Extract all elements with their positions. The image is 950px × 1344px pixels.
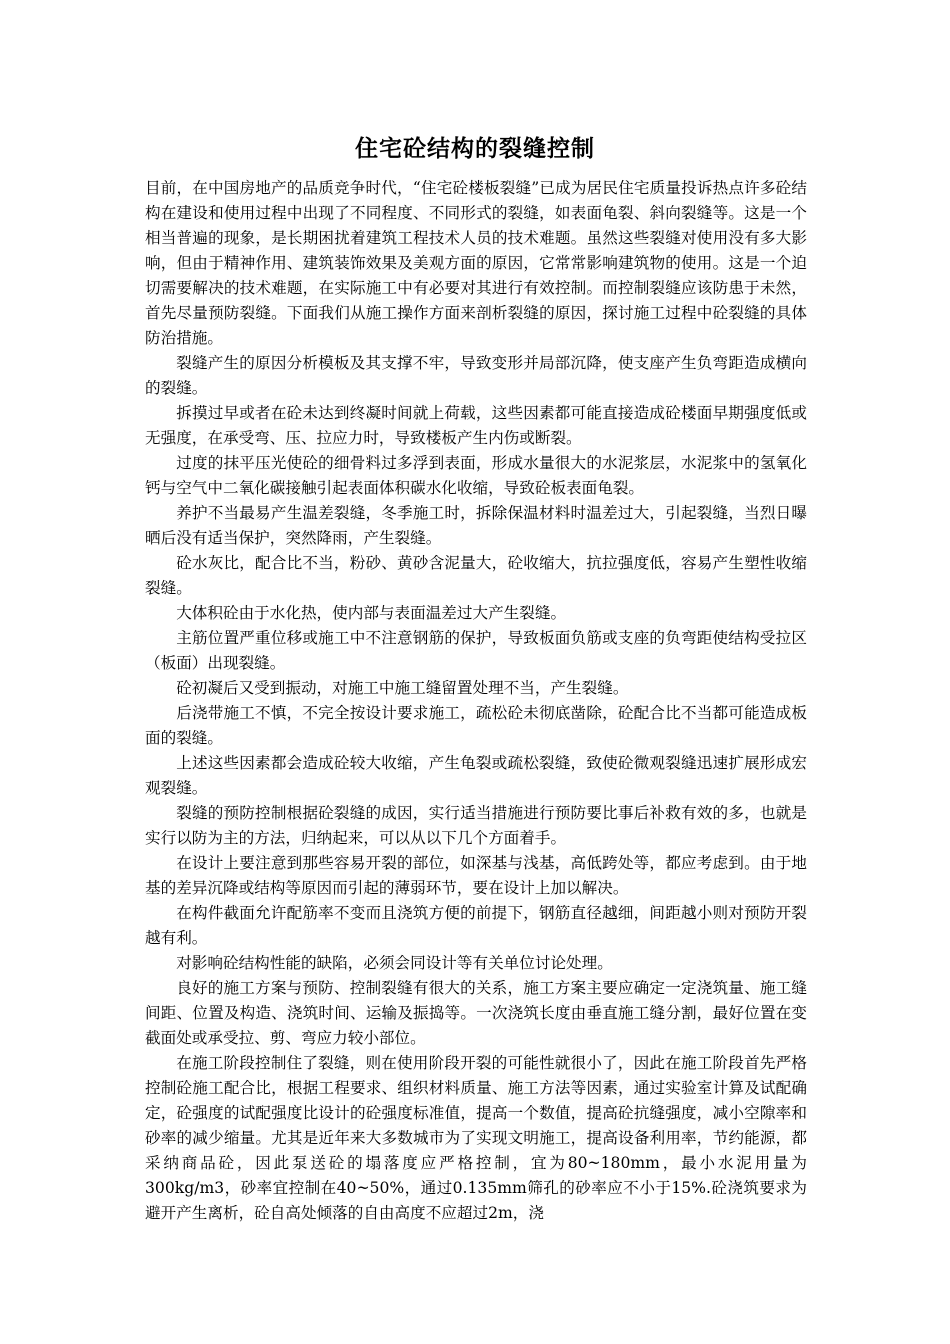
paragraph: 上述这些因素都会造成砼较大收缩，产生龟裂或疏松裂缝，致使砼微观裂缝迅速扩展形成宏观裂缝。 [145,754,807,797]
paragraph: 在构件截面允许配筋率不变而且浇筑方便的前提下，钢筋直径越细，间距越小则对预防开裂越有利。 [145,904,807,947]
paragraph: 大体积砼由于水化热，使内部与表面温差过大产生裂缝。 [176,604,567,622]
paragraph: 在设计上要注意到那些容易开裂的部位，如深基与浅基，高低跨处等，都应考虑到。由于地基的差异沉降或结构等原因而引起的薄弱环节，要在设计上加以解决。 [145,854,807,897]
paragraph: 拆摸过早或者在砼未达到终凝时间就上荷载，这些因素都可能直接造成砼楼面早期强度低或无强度，在承受弯、压、拉应力时，导致楼板产生内伤或断裂。 [145,404,807,447]
paragraph: 良好的施工方案与预防、控制裂缝有很大的关系，施工方案主要应确定一定浇筑量、施工缝间距、位置及构造、浇筑时间、运输及振捣等。一次浇筑长度由垂直施工缝分割，最好位置在变截面处或承受拉、剪、弯应力较小部位。 [145,979,807,1047]
paragraph: 主筋位置严重位移或施工中不注意钢筋的保护，导致板面负筋或支座的负弯距使结构受拉区（板面）出现裂缝。 [145,629,807,672]
paragraph: 裂缝产生的原因分析模板及其支撑不牢，导致变形并局部沉降，使支座产生负弯距造成横向的裂缝。 [145,354,807,397]
paragraph: 裂缝的预防控制根据砼裂缝的成因，实行适当措施进行预防要比事后补救有效的多，也就是实行以防为主的方法，归纳起来，可以从以下几个方面着手。 [145,804,807,847]
document-title: 住宅砼结构的裂缝控制 [355,135,595,162]
paragraph: 砼水灰比，配合比不当，粉砂、黄砂含泥量大，砼收缩大，抗拉强度低，容易产生塑性收缩裂缝。 [145,554,807,597]
paragraph: 后浇带施工不慎，不完全按设计要求施工，疏松砼未彻底凿除，砼配合比不当都可能造成板面的裂缝。 [145,704,807,747]
paragraph: 在施工阶段控制住了裂缝，则在使用阶段开裂的可能性就很小了，因此在施工阶段首先严格控制砼施工配合比，根据工程要求、组织材料质量、施工方法等因素，通过实验室计算及试配确定，砼强度的试配强度比设计的砼强度标准值，提高一个数值，提高砼抗缝强度，减小空隙率和砂率的减少缩量。尤其是近年来大多数城市为了实现文明施工，提高设备利用率，节约能源，都采纳商品砼，因此泵送砼的塌落度应严格控制，宜为80~180mm，最小水泥用量为300kg/m3，砂率宜控制在40~50%，通过0.135mm筛孔的砂率应不小于15%.砼浇筑要求为避开产生离析，砼自高处倾落的自由高度不应超过2m，浇 [145,1054,807,1222]
paragraph: 养护不当最易产生温差裂缝，冬季施工时，拆除保温材料时温差过大，引起裂缝，当烈日曝晒后没有适当保护，突然降雨，产生裂缝。 [145,504,807,547]
paragraph-intro: 目前，在中国房地产的品质竞争时代，“住宅砼楼板裂缝”已成为居民住宅质量投诉热点许多砼结构在建设和使用过程中出现了不同程度、不同形式的裂缝，如表面龟裂、斜向裂缝等。这是一个相当普遍的现象，是长期困扰着建筑工程技术人员的技术难题。虽然这些裂缝对使用没有多大影响，但由于精神作用、建筑装饰效果及美观方面的原因，它常常影响建筑物的使用。这是一个迫切需要解决的技术难题，在实际施工中有必要对其进行有效控制。而控制裂缝应该防患于未然，首先尽量预防裂缝。下面我们从施工操作方面来剖析裂缝的原因，探讨施工过程中砼裂缝的具体防治措施。 [145,179,807,347]
paragraph: 过度的抹平压光使砼的细骨料过多浮到表面，形成水量很大的水泥浆层，水泥浆中的氢氧化钙与空气中二氧化碳接触引起表面体积碳水化收缩，导致砼板表面龟裂。 [145,454,807,497]
document-body [145,176,807,1226]
paragraph: 对影响砼结构性能的缺陷，必须会同设计等有关单位讨论处理。 [176,954,613,972]
paragraph: 砼初凝后又受到振动，对施工中施工缝留置处理不当，产生裂缝。 [176,679,629,697]
